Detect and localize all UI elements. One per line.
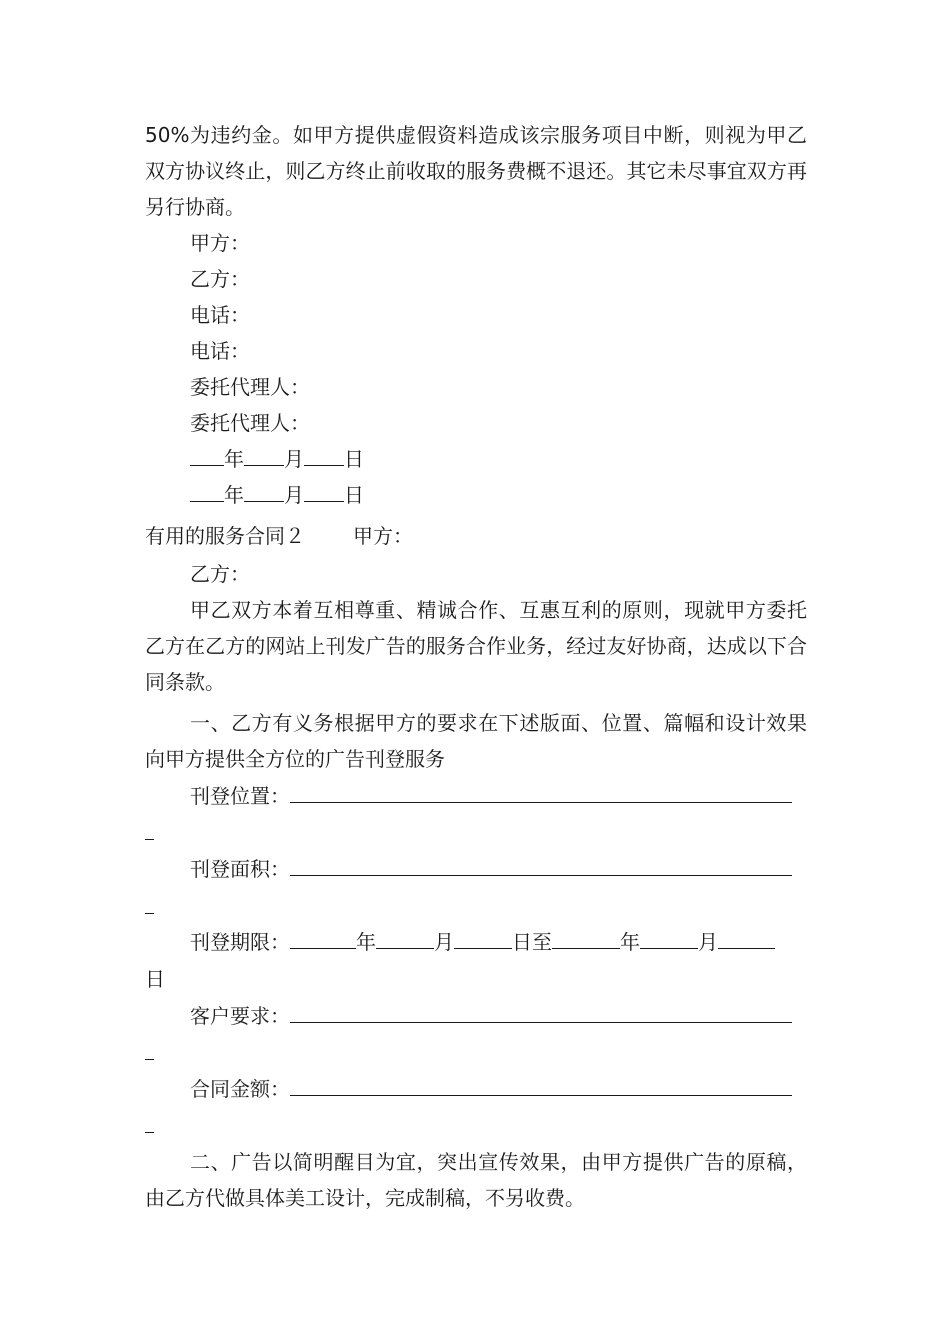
period-end-day-blank xyxy=(718,924,775,949)
period-end-year-blank xyxy=(552,924,620,949)
contract-paragraph-penalty: 50%为违约金。如甲方提供虚假资料造成该宗服务项目中断，则视为甲乙双方协议终止，则乙方终止前收取的服务费概不退还。其它未尽事宜双方再另行协商。 xyxy=(145,123,807,219)
overflow-blank xyxy=(145,815,154,840)
date-day-label: 日 xyxy=(344,483,364,507)
date-year-label: 年 xyxy=(224,483,244,507)
signature-phone-a: 电话： xyxy=(190,303,250,327)
contract2-title: 有用的服务合同２ xyxy=(145,524,305,548)
overflow-blank xyxy=(145,889,154,914)
period-day-blank xyxy=(454,924,512,949)
period-end-month-blank xyxy=(640,924,698,949)
field-position-blank xyxy=(290,778,792,803)
field-period-day: 日 xyxy=(145,967,165,991)
date-year-label: 年 xyxy=(224,447,244,471)
signature-agent-b: 委托代理人： xyxy=(190,411,310,435)
signature-party-b: 乙方： xyxy=(190,267,250,291)
date-month-blank xyxy=(244,477,284,502)
period-day-to-label: 日至 xyxy=(512,930,552,954)
period-end-month-label: 月 xyxy=(698,930,718,954)
field-requirement-blank xyxy=(290,998,792,1023)
date-year-blank xyxy=(190,441,224,466)
field-period-label: 刊登期限： xyxy=(190,930,290,954)
signature-party-a: 甲方： xyxy=(190,231,250,255)
period-month-label: 月 xyxy=(434,930,454,954)
field-requirement-label: 客户要求： xyxy=(190,1004,290,1028)
overflow-blank xyxy=(145,1035,154,1060)
date-month-label: 月 xyxy=(284,483,304,507)
signature-date-a xyxy=(190,441,364,477)
field-position-overflow xyxy=(145,815,154,851)
field-amount-overflow xyxy=(145,1108,154,1144)
field-amount-label: 合同金额： xyxy=(190,1077,290,1101)
period-month-blank xyxy=(376,924,434,949)
signature-phone-b: 电话： xyxy=(190,339,250,363)
overflow-blank xyxy=(145,1108,154,1133)
date-month-label: 月 xyxy=(284,447,304,471)
contract2-party-a: 甲方： xyxy=(353,524,413,548)
field-area xyxy=(190,851,792,887)
field-position xyxy=(190,778,792,814)
field-area-blank xyxy=(290,851,792,876)
field-amount-blank xyxy=(290,1071,792,1096)
field-area-label: 刊登面积： xyxy=(190,857,290,881)
field-amount xyxy=(190,1071,792,1107)
signature-date-b xyxy=(190,477,364,513)
date-day-label: 日 xyxy=(344,447,364,471)
date-month-blank xyxy=(244,441,284,466)
contract2-heading xyxy=(145,518,413,554)
field-position-label: 刊登位置： xyxy=(190,784,290,808)
date-day-blank xyxy=(304,477,344,502)
period-year-blank xyxy=(290,924,356,949)
signature-agent-a: 委托代理人： xyxy=(190,375,310,399)
field-period xyxy=(190,924,775,960)
contract-paragraph-clause-2: 二、广告以简明醒目为宜，突出宣传效果，由甲方提供广告的原稿，由乙方代做具体美工设计，完成制稿，不另收费。 xyxy=(145,1150,807,1210)
field-area-overflow xyxy=(145,889,154,925)
contract2-party-b: 乙方： xyxy=(190,562,250,586)
date-day-blank xyxy=(304,441,344,466)
contract-paragraph-intro: 甲乙双方本着互相尊重、精诚合作、互惠互利的原则，现就甲方委托乙方在乙方的网站上刊发广告的服务合作业务，经过友好协商，达成以下合同条款。 xyxy=(145,598,807,694)
field-requirement xyxy=(190,998,792,1034)
date-year-blank xyxy=(190,477,224,502)
period-end-year-label: 年 xyxy=(620,930,640,954)
contract-paragraph-clause-1: 一、乙方有义务根据甲方的要求在下述版面、位置、篇幅和设计效果向甲方提供全方位的广告刊登服务 xyxy=(145,711,807,771)
field-requirement-overflow xyxy=(145,1035,154,1071)
period-year-label: 年 xyxy=(356,930,376,954)
